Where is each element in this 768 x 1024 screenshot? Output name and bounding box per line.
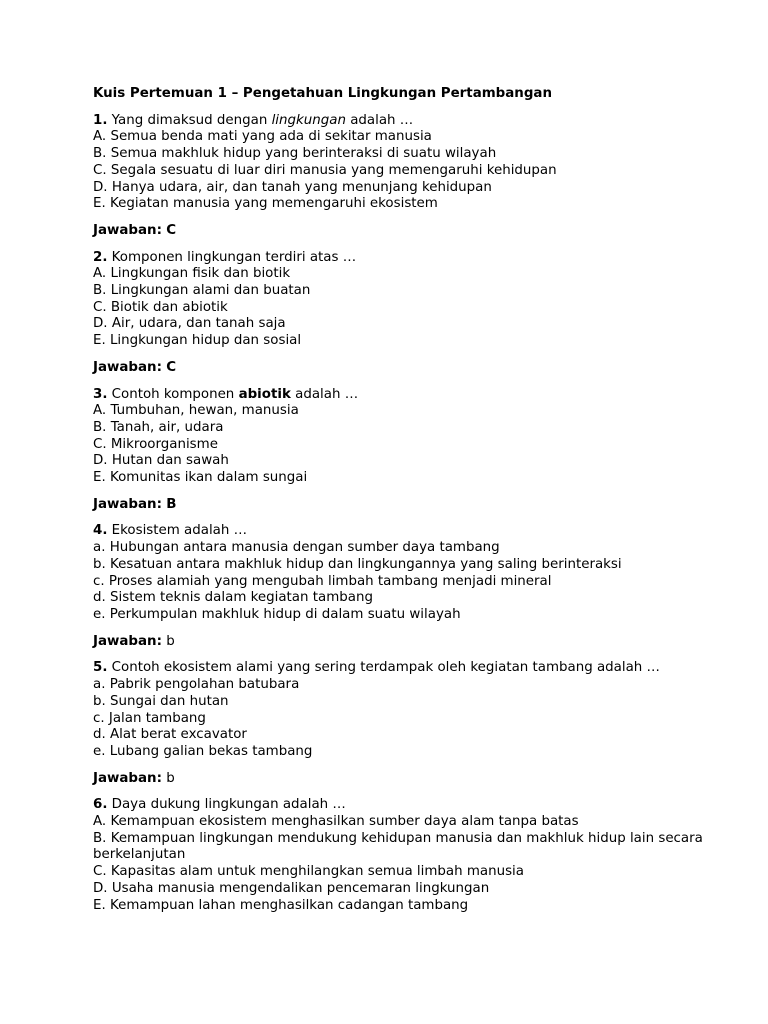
option-e: E. Komunitas ikan dalam sungai: [93, 470, 308, 486]
question-number: 4.: [93, 523, 108, 539]
stem-text: Contoh ekosistem alami yang sering terdampak oleh kegiatan tambang adalah …: [107, 660, 660, 676]
question-number: 3.: [93, 386, 108, 402]
question-stem: [93, 250, 723, 267]
answer-value: b: [166, 770, 175, 786]
answer-label: Jawaban:: [93, 222, 162, 238]
option-c: C. Segala sesuatu di luar diri manusia yang memengaruhi kehidupan: [93, 162, 557, 178]
option-d: d. Alat berat excavator: [93, 727, 247, 743]
answer-line: [93, 771, 723, 788]
stem-text: Daya dukung lingkungan adalah …: [107, 797, 346, 813]
question-stem: [93, 797, 723, 814]
answer-line: [93, 360, 723, 377]
option-c: c. Proses alamiah yang mengubah limbah tambang menjadi mineral: [93, 573, 552, 589]
question-2: [93, 250, 723, 377]
option-b: B. Lingkungan alami dan buatan: [93, 283, 311, 299]
option-c: C. Biotik dan abiotik: [93, 299, 228, 315]
answer-value: b: [166, 633, 175, 649]
option-e: E. Kemampuan lahan menghasilkan cadangan tambang: [93, 897, 469, 913]
document-page: [93, 86, 723, 914]
answer-label: Jawaban:: [93, 633, 162, 649]
option-a: A. Tumbuhan, hewan, manusia: [93, 403, 299, 419]
question-6: [93, 797, 723, 914]
stem-text: adalah …: [290, 386, 359, 402]
document-title: Kuis Pertemuan 1 – Pengetahuan Lingkungan Pertambangan: [93, 86, 552, 101]
option-a: a. Pabrik pengolahan batubara: [93, 677, 300, 693]
answer-line: [93, 497, 723, 514]
stem-text: adalah …: [345, 112, 414, 128]
answer-value: C: [166, 222, 177, 238]
option-d: D. Hanya udara, air, dan tanah yang menunjang kehidupan: [93, 179, 492, 195]
answer-label: Jawaban:: [93, 359, 162, 375]
option-e: e. Lubang galian bekas tambang: [93, 743, 313, 759]
question-number: 5.: [93, 660, 108, 676]
answer-label: Jawaban:: [93, 496, 162, 512]
answer-line: [93, 223, 723, 240]
stem-text: Contoh komponen: [107, 386, 239, 402]
stem-text: Komponen lingkungan terdiri atas …: [107, 249, 357, 265]
option-e: E. Kegiatan manusia yang memengaruhi ekosistem: [93, 196, 438, 212]
answer-label: Jawaban:: [93, 770, 162, 786]
option-d: D. Air, udara, dan tanah saja: [93, 316, 286, 332]
question-4: [93, 523, 723, 650]
question-1: [93, 113, 723, 240]
option-c: C. Mikroorganisme: [93, 436, 218, 452]
option-a: A. Lingkungan fisik dan biotik: [93, 266, 291, 282]
question-stem: [93, 387, 723, 404]
question-stem: [93, 660, 723, 677]
question-stem: [93, 113, 723, 130]
option-a: A. Kemampuan ekosistem menghasilkan sumber daya alam tanpa batas: [93, 814, 579, 830]
stem-text: Yang dimaksud dengan: [107, 112, 272, 128]
question-number: 1.: [93, 112, 108, 128]
question-number: 6.: [93, 797, 108, 813]
option-b: B. Semua makhluk hidup yang berinteraksi di suatu wilayah: [93, 146, 497, 162]
option-a: A. Semua benda mati yang ada di sekitar manusia: [93, 129, 432, 145]
option-c: C. Kapasitas alam untuk menghilangkan semua limbah manusia: [93, 864, 524, 880]
question-stem: [93, 523, 723, 540]
answer-value: C: [166, 359, 177, 375]
option-e: e. Perkumpulan makhluk hidup di dalam suatu wilayah: [93, 606, 461, 622]
question-3: [93, 387, 723, 514]
question-number: 2.: [93, 249, 108, 265]
answer-line: [93, 634, 723, 651]
answer-value: B: [166, 496, 177, 512]
stem-strong: abiotik: [238, 386, 291, 402]
stem-text: Ekosistem adalah …: [107, 523, 248, 539]
stem-emphasis: lingkungan: [271, 112, 346, 128]
option-b: b. Sungai dan hutan: [93, 693, 229, 709]
option-d: d. Sistem teknis dalam kegiatan tambang: [93, 590, 373, 606]
option-d: D. Usaha manusia mengendalikan pencemaran lingkungan: [93, 880, 490, 896]
option-d: D. Hutan dan sawah: [93, 453, 229, 469]
option-b: b. Kesatuan antara makhluk hidup dan lingkungannya yang saling berinteraksi: [93, 556, 622, 572]
option-a: a. Hubungan antara manusia dengan sumber daya tambang: [93, 540, 500, 556]
option-b: B. Tanah, air, udara: [93, 419, 224, 435]
option-e: E. Lingkungan hidup dan sosial: [93, 333, 302, 349]
option-c: c. Jalan tambang: [93, 710, 206, 726]
option-b: B. Kemampuan lingkungan mendukung kehidupan manusia dan makhluk hidup lain secara berkelanjutan: [93, 830, 703, 863]
question-5: [93, 660, 723, 787]
